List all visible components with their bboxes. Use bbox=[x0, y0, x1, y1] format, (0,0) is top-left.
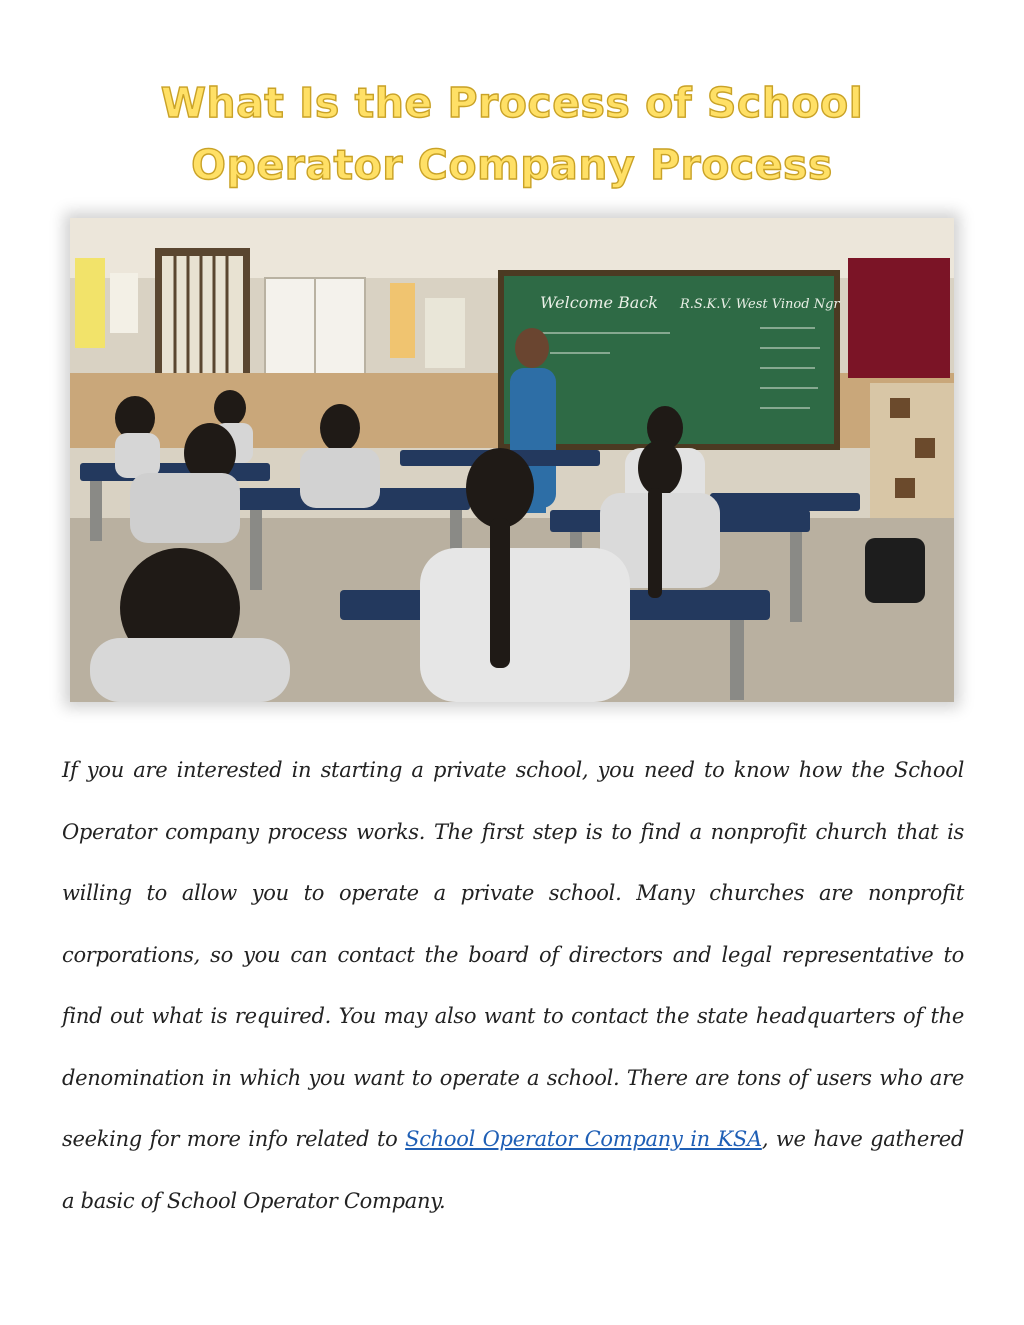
board-text-right: R.S.K.V. West Vinod Ngr bbox=[680, 297, 840, 312]
paragraph-text-before-link: If you are interested in starting a private school, you need to know how the School Operator company process works. The first step is to find a nonprofit church that is willing to allow you to operate a private school. Many churches are nonprofit corporations, so you can contact the board of directors and legal representative to find out what is required. You may also want to contact the state headquarters of the denomination in which you want to operate a school. There are tons of users who are seeking for more info related to bbox=[62, 758, 964, 1151]
board-text-left: Welcome Back bbox=[540, 293, 658, 312]
classroom-photo bbox=[70, 218, 954, 702]
title-line-2: Operator Company Process bbox=[191, 141, 833, 189]
classroom-illustration bbox=[70, 218, 954, 702]
body-paragraph bbox=[62, 740, 964, 1232]
title-line-1: What Is the Process of School bbox=[160, 79, 864, 127]
paragraph-text-after-link: , we have gathered a basic of School Operator Company. bbox=[62, 1127, 964, 1213]
page-title bbox=[60, 72, 964, 196]
school-operator-link[interactable]: School Operator Company in KSA bbox=[405, 1127, 762, 1151]
